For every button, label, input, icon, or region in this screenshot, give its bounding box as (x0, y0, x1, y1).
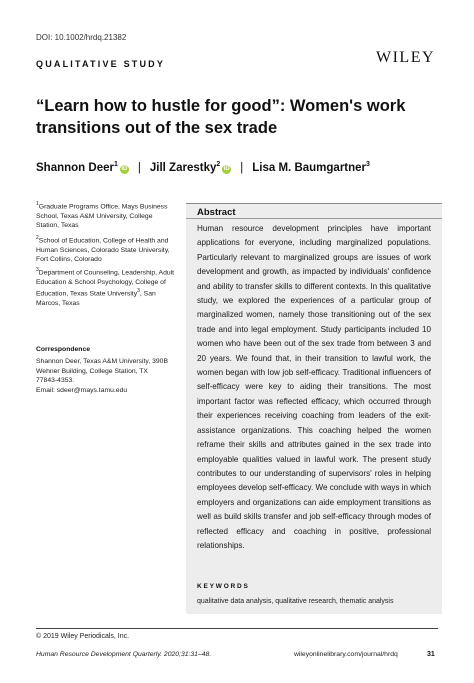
page-number: 31 (427, 651, 435, 658)
affiliation-2-ref: 2 (36, 235, 39, 241)
affiliation-3 (36, 266, 176, 309)
orcid-icon[interactable]: iD (223, 166, 230, 172)
article-title: “Learn how to hustle for good”: Women's work transitions out of the sex trade (36, 97, 406, 137)
correspondence-heading: Correspondence (36, 346, 91, 353)
correspondence-details (36, 357, 186, 395)
author-3-affiliation-ref: 3 (366, 161, 370, 168)
footer-divider (36, 628, 438, 629)
author-3-name: Lisa M. Baumgartner (252, 162, 367, 174)
affiliation-1-ref: 1 (36, 201, 39, 207)
author-1-affiliation-ref: 1 (113, 161, 118, 168)
keywords-heading: KEYWORDS (197, 583, 250, 590)
author-2-name: Jill Zarestky (149, 162, 217, 174)
abstract-divider (186, 218, 442, 219)
author-2[interactable] (150, 162, 231, 174)
author-1-name: Shannon Deer (36, 162, 114, 174)
abstract-heading: Abstract (197, 207, 236, 218)
copyright-text: © 2019 Wiley Periodicals, Inc. (36, 633, 130, 640)
article-type-label: QUALITATIVE STUDY (36, 59, 166, 69)
journal-citation: Human Resource Development Quarterly. 2020;31:31–48. (36, 651, 212, 658)
publisher-logo: WILEY (376, 49, 436, 66)
author-separator: | (137, 162, 141, 174)
correspondence-line: Shannon Deer, Texas A&M University, 390B (36, 358, 168, 365)
author-list (36, 161, 456, 174)
affiliation-3-text: Department of Counseling, Leadership, Adult Education & School Psychology, College of Education, Texas State University (36, 269, 175, 298)
doi-text: DOI: 10.1002/hrdq.21382 (36, 33, 127, 42)
orcid-icon[interactable]: iD (121, 166, 128, 172)
author-1[interactable] (36, 162, 129, 174)
affiliation-2-text: School of Education, College of Health and Human Sciences, Colorado State University, Fort Collins, Colorado (36, 237, 170, 264)
author-separator: | (240, 162, 244, 174)
affiliation-3-tail: , San Marcos, Texas (36, 290, 156, 308)
journal-url-link[interactable]: wileyonlinelibrary.com/journal/hrdq (294, 651, 398, 658)
keywords-list: qualitative data analysis, qualitative research, thematic analysis (197, 598, 394, 605)
author-2-affiliation-ref: 2 (216, 161, 221, 168)
correspondence-line: Wehner Building, College Station, TX (36, 367, 148, 375)
correspondence-line: 77843-4353. (36, 377, 75, 385)
affiliation-3-ref: 3 (36, 267, 39, 273)
correspondence-email[interactable]: Email: sdeer@mays.tamu.edu (36, 386, 128, 394)
author-3[interactable] (252, 162, 370, 174)
affiliation-2 (36, 234, 176, 265)
affiliation-1-text: Graduate Programs Office, Mays Business School, Texas A&M University, College Station, Texas (36, 203, 168, 230)
abstract-text: Human resource development principles have important applications for everyone, including marginalized populations. Particularly relevant to marginalized groups are issues of work development and growth, as impacted by individuals' confidence and ability to transfer skills to different contexts. In this qualitative study, we explored the experiences of a particular group of marginalized women, namely those transitioning out of the sex trade and into legal employment. Study participants included 10 women who have been out of the sex trade from between 3 and 20 years. We found that, in their transition to lawful work, the women began with low job self-efficacy. Traditional influencers of self-efficacy were key to aiding their transitions. The most important factor was reflected efficacy, which occurred through their experiences receiving coaching from leaders of the exit-assistance organizations. This coaching helped the women reframe their skills and attributes gained in the sex trade into employable qualities valued in lawful work. The present study contributes to our understanding of supervisors' roles in helping employees develop self-efficacy. We conclude with ways in which employers and organizations can aide employment transitions as well as build skills transfer and job self-efficacy through modes of reflected efficacy and coaching in positive, professional relationships. (197, 224, 431, 550)
affiliation-3-sup-after: 3 (137, 288, 140, 295)
affiliation-1 (36, 200, 176, 231)
